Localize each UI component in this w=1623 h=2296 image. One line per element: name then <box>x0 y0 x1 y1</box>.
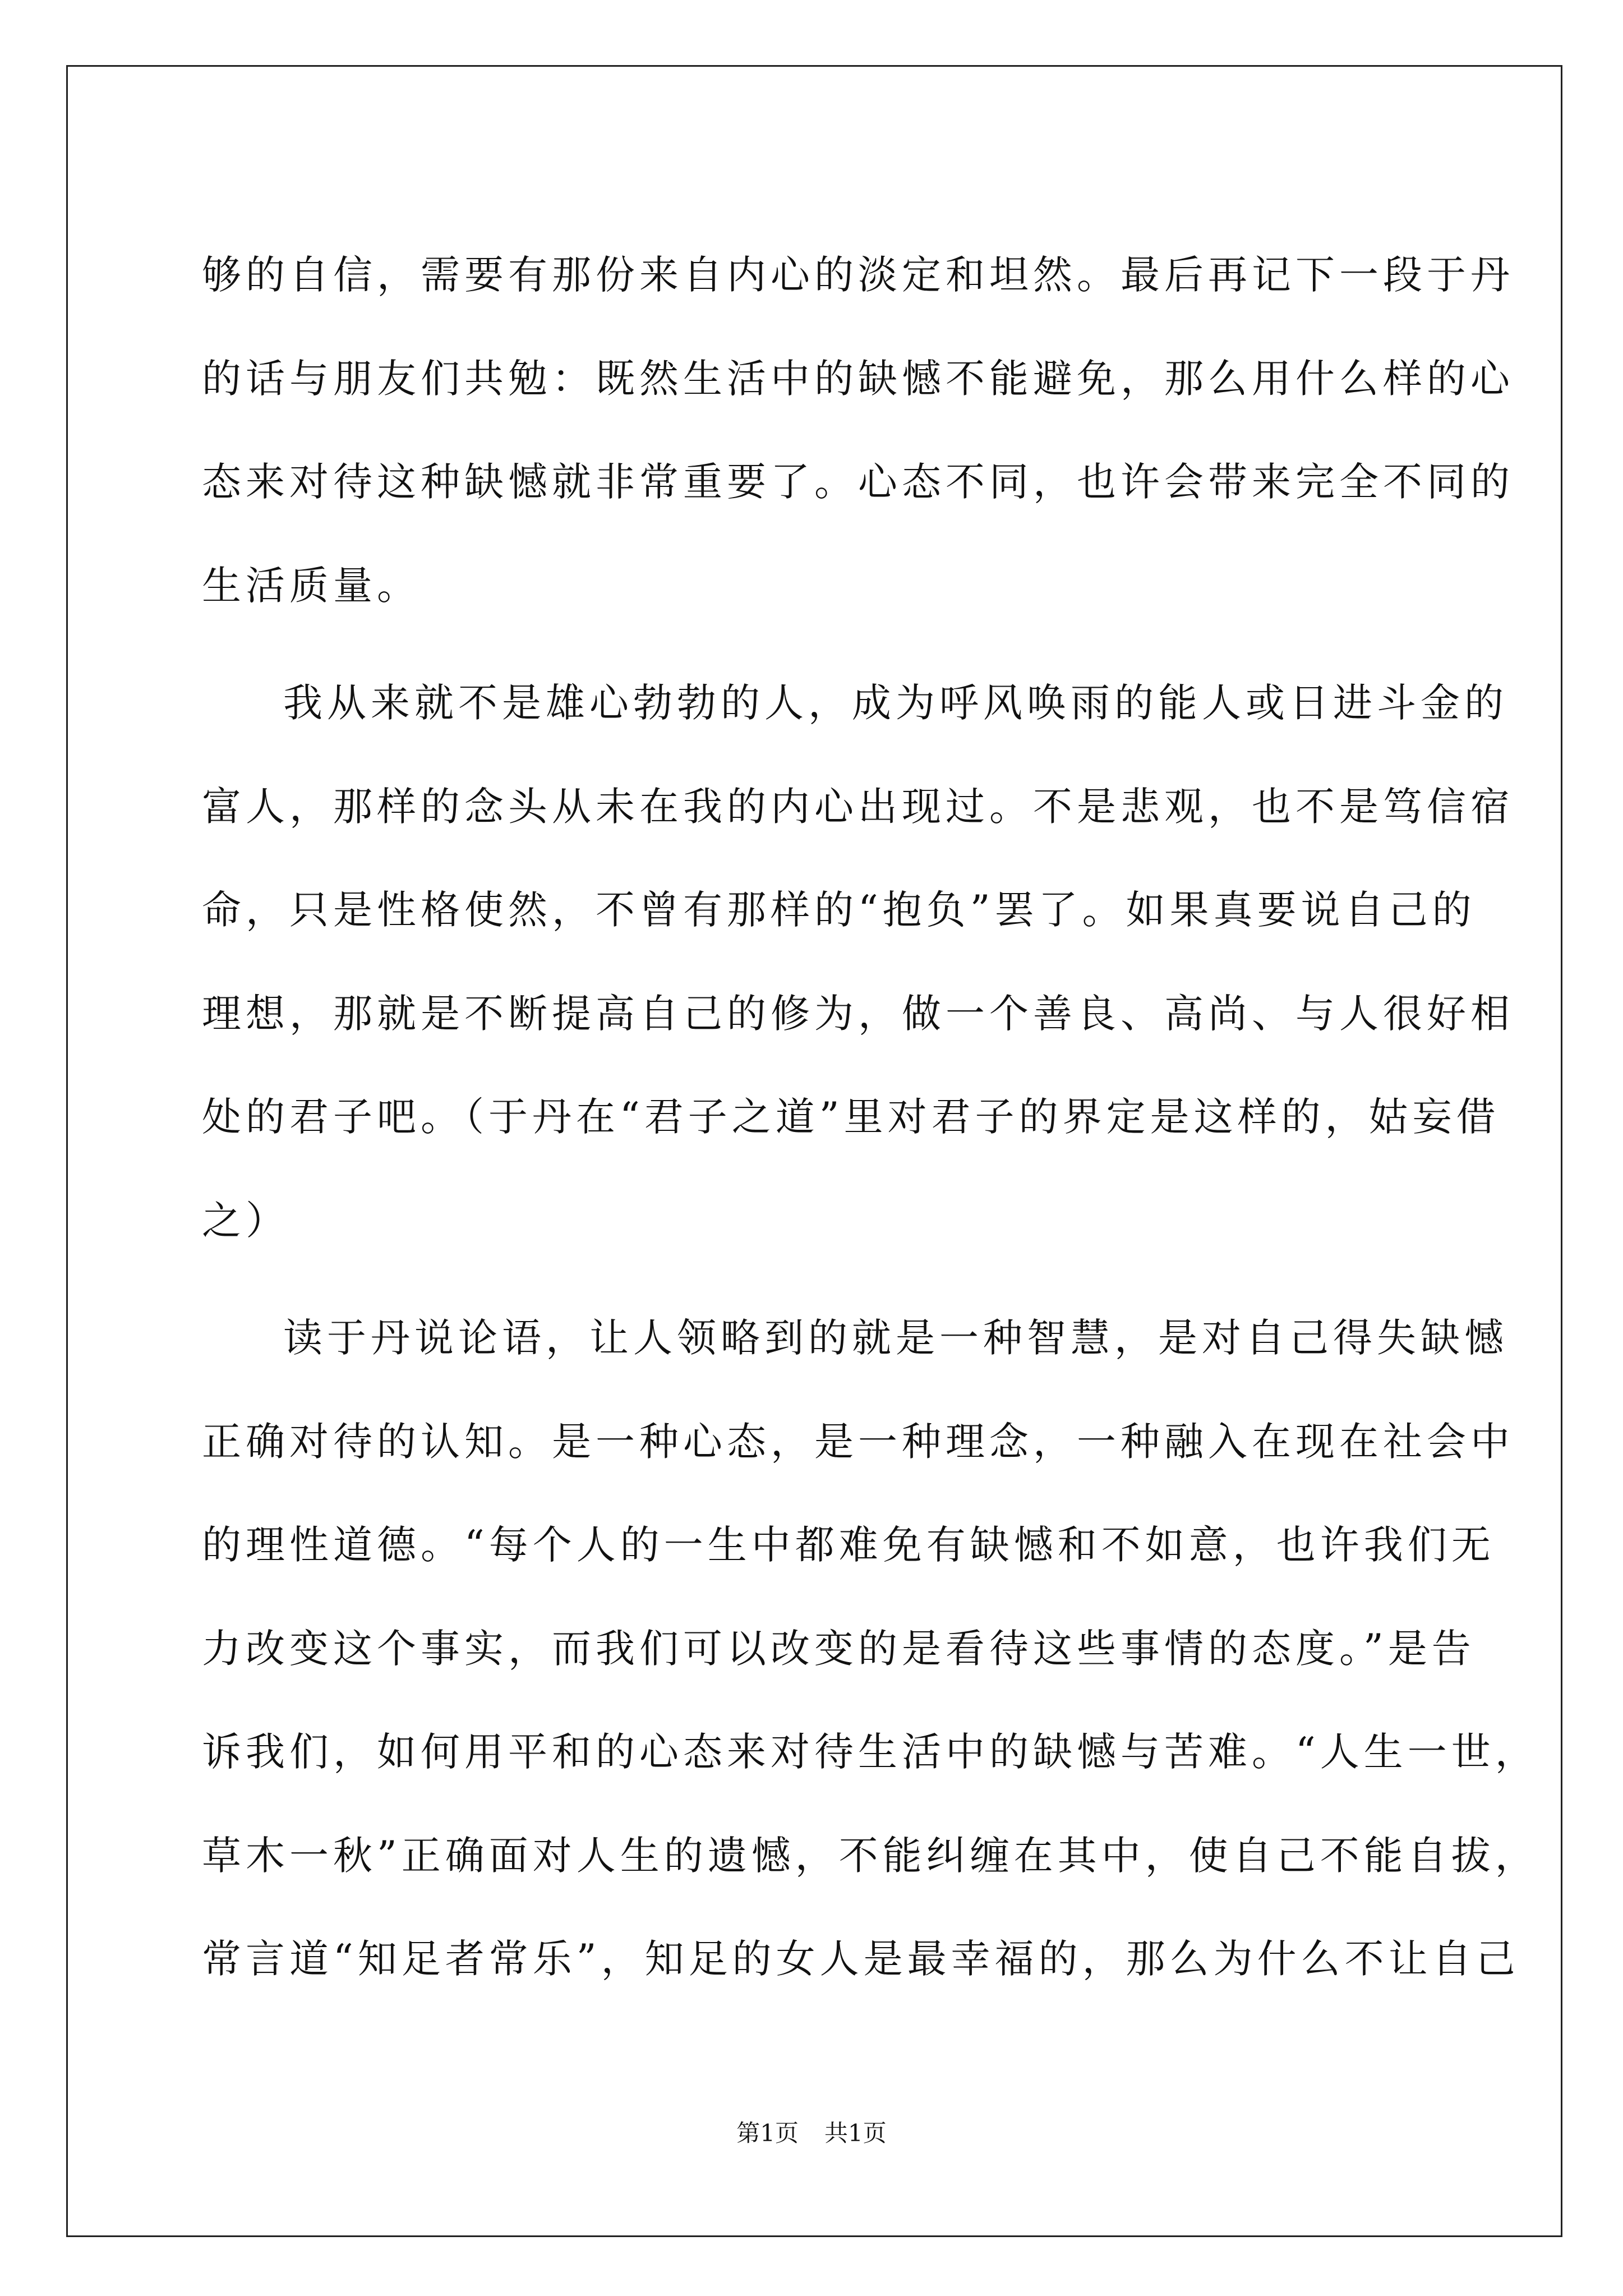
text-line: 之） <box>202 1197 289 1244</box>
text-line: 的理性道德。“每个人的一生中都难免有缺憾和不如意，也许我们无 <box>202 1522 1495 1568</box>
document-body <box>202 223 1539 2011</box>
text-line: 够的自信，需要有那份来自内心的淡定和坦然。最后再记下一段于丹 <box>202 252 1514 298</box>
text-line: 富人，那样的念头从未在我的内心出现过。不是悲观，也不是笃信宿 <box>202 783 1514 830</box>
text-line: 力改变这个事实，而我们可以改变的是看待这些事情的态度。”是告 <box>202 1625 1476 1672</box>
text-line: 常言道“知足者常乐”，知足的女人是最幸福的，那么为什么不让自己 <box>202 1936 1520 1982</box>
page-number: 第1页 <box>736 2119 799 2147</box>
text-line: 的话与朋友们共勉：既然生活中的缺憾不能避免，那么用什么样的心 <box>202 355 1514 402</box>
text-line: 理想，那就是不断提高自己的修为，做一个善良、高尚、与人很好相 <box>202 990 1514 1037</box>
text-line: 命，只是性格使然，不曾有那样的“抱负”罢了。如果真要说自己的 <box>202 887 1476 933</box>
text-line: 生活质量。 <box>202 562 421 609</box>
text-line: 处的君子吧。（于丹在“君子之道”里对君子的界定是这样的，姑妄借 <box>202 1094 1500 1140</box>
text-line: 草木一秋”正确面对人生的遗憾，不能纠缠在其中，使自己不能自拔， <box>202 1832 1539 1879</box>
paragraph-1 <box>202 223 1514 637</box>
text-line: 我从来就不是雄心勃勃的人，成为呼风唤雨的能人或日进斗金的 <box>283 680 1508 726</box>
text-line: 态来对待这种缺憾就非常重要了。心态不同，也许会带来完全不同的 <box>202 459 1514 505</box>
text-line: 正确对待的认知。是一种心态，是一种理念，一种融入在现在社会中 <box>202 1418 1514 1465</box>
page-total: 共1页 <box>824 2119 887 2147</box>
paragraph-2 <box>202 651 1514 1272</box>
paragraph-3 <box>202 1286 1539 2011</box>
page-footer <box>0 2115 1623 2148</box>
text-line: 诉我们，如何用平和的心态来对待生活中的缺憾与苦难。“人生一世， <box>202 1729 1539 1775</box>
text-line: 读于丹说论语，让人领略到的就是一种智慧，是对自己得失缺憾 <box>283 1315 1508 1361</box>
